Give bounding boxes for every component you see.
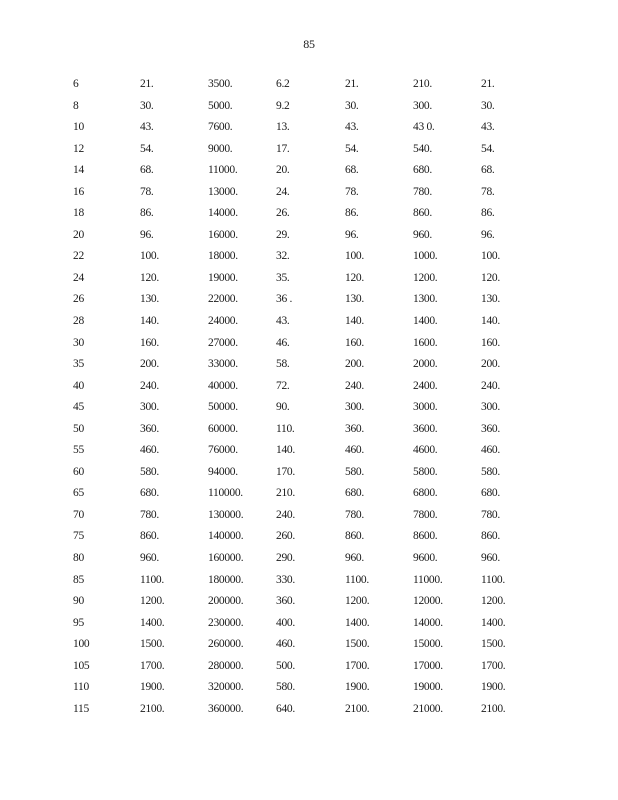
table-row — [0, 227, 618, 249]
table-cell: 140. — [481, 315, 500, 328]
table-cell: 100. — [481, 250, 500, 263]
table-cell: 85 — [73, 573, 84, 586]
table-cell: 680. — [140, 487, 159, 500]
table-cell: 680. — [413, 164, 432, 177]
table-cell: 36 . — [276, 293, 293, 306]
table-cell: 14000. — [208, 207, 238, 220]
table-cell: 65 — [73, 487, 84, 500]
table-cell: 140. — [276, 444, 295, 457]
table-cell: 29. — [276, 228, 290, 241]
table-cell: 14000. — [413, 616, 443, 629]
table-cell: 43. — [345, 121, 359, 134]
table-cell: 160000. — [208, 552, 244, 565]
table-cell: 9.2 — [276, 99, 290, 112]
table-row — [0, 291, 618, 313]
table-cell: 3500. — [208, 78, 233, 90]
table-cell: 130. — [481, 293, 500, 306]
table-cell: 300. — [140, 401, 159, 414]
table-cell: 1100. — [140, 573, 164, 586]
table-cell: 7800. — [413, 508, 438, 521]
table-cell: 78. — [481, 185, 495, 198]
table-cell: 22 — [73, 250, 84, 263]
table-cell: 1400. — [140, 616, 165, 629]
table-cell: 26 — [73, 293, 84, 306]
table-cell: 24000. — [208, 315, 238, 328]
table-cell: 100. — [345, 250, 364, 263]
table-cell: 780. — [481, 508, 500, 521]
table-cell: 130. — [140, 293, 159, 306]
table-cell: 24 — [73, 271, 84, 284]
table-cell: 110. — [276, 422, 295, 435]
table-row — [0, 658, 618, 680]
table-cell: 210. — [276, 487, 295, 500]
table-cell: 360. — [345, 422, 364, 435]
table-cell: 260000. — [208, 638, 244, 651]
table-cell: 260. — [276, 530, 295, 543]
table-cell: 1900. — [345, 681, 370, 694]
table-cell: 40 — [73, 379, 84, 392]
table-cell: 50 — [73, 422, 84, 435]
table-cell: 96. — [345, 228, 359, 241]
table-cell: 110000. — [208, 487, 243, 500]
table-cell: 32. — [276, 250, 290, 263]
table-cell: 86. — [345, 207, 359, 220]
table-cell: 1500. — [140, 638, 165, 651]
table-row — [0, 442, 618, 464]
table-cell: 30. — [481, 99, 495, 112]
table-cell: 1200. — [140, 595, 165, 608]
table-cell: 130000. — [208, 508, 244, 521]
table-cell: 3000. — [413, 401, 438, 414]
table-cell: 17000. — [413, 659, 443, 672]
table-cell: 120. — [481, 271, 500, 284]
table-cell: 360. — [481, 422, 500, 435]
table-cell: 960. — [140, 552, 159, 565]
table-cell: 130. — [345, 293, 364, 306]
table-row — [0, 205, 618, 227]
table-cell: 4600. — [413, 444, 438, 457]
table-cell: 46. — [276, 336, 290, 349]
table-cell: 580. — [276, 681, 295, 694]
table-cell: 200. — [481, 358, 500, 371]
table-row — [0, 679, 618, 701]
table-cell: 140. — [140, 315, 159, 328]
table-cell: 60000. — [208, 422, 238, 435]
table-cell: 105 — [73, 659, 90, 672]
table-cell: 1300. — [413, 293, 438, 306]
table-cell: 58. — [276, 358, 290, 371]
table-cell: 160. — [345, 336, 364, 349]
table-cell: 1100. — [481, 573, 505, 586]
table-cell: 6800. — [413, 487, 438, 500]
table-cell: 28 — [73, 315, 84, 328]
table-cell: 780. — [345, 508, 364, 521]
table-cell: 460. — [140, 444, 159, 457]
table-cell: 5800. — [413, 465, 438, 478]
table-cell: 27000. — [208, 336, 238, 349]
table-cell: 26. — [276, 207, 290, 220]
table-cell: 18000. — [208, 250, 238, 263]
table-cell: 1700. — [481, 659, 506, 672]
table-cell: 860. — [140, 530, 159, 543]
table-cell: 460. — [276, 638, 295, 651]
table-cell: 2100. — [140, 702, 165, 715]
table-cell: 10 — [73, 121, 84, 134]
table-cell: 1400. — [481, 616, 506, 629]
table-cell: 460. — [481, 444, 500, 457]
table-cell: 100 — [73, 638, 90, 651]
table-cell: 160. — [481, 336, 500, 349]
table-cell: 5000. — [208, 99, 233, 112]
table-cell: 960. — [413, 228, 432, 241]
table-cell: 13. — [276, 121, 290, 134]
table-cell: 30 — [73, 336, 84, 349]
table-row — [0, 119, 618, 141]
table-cell: 860. — [481, 530, 500, 543]
table-cell: 86. — [481, 207, 495, 220]
table-cell: 8 — [73, 99, 79, 112]
table-cell: 90. — [276, 401, 290, 414]
table-cell: 17. — [276, 142, 290, 155]
table-cell: 96. — [140, 228, 154, 241]
table-cell: 1900. — [481, 681, 506, 694]
table-cell: 240. — [481, 379, 500, 392]
table-cell: 160. — [140, 336, 159, 349]
table-cell: 400. — [276, 616, 295, 629]
table-cell: 86. — [140, 207, 154, 220]
table-cell: 21000. — [413, 702, 443, 715]
table-cell: 95 — [73, 616, 84, 629]
table-cell: 21. — [345, 78, 359, 90]
table-cell: 11000. — [208, 164, 238, 177]
table-cell: 680. — [345, 487, 364, 500]
table-cell: 16 — [73, 185, 84, 198]
table-cell: 43. — [481, 121, 495, 134]
table-row — [0, 141, 618, 163]
table-cell: 120. — [345, 271, 364, 284]
table-cell: 22000. — [208, 293, 238, 306]
table-cell: 1000. — [413, 250, 438, 263]
table-cell: 78. — [140, 185, 154, 198]
table-row — [0, 399, 618, 421]
data-table — [0, 76, 618, 722]
table-cell: 1200. — [481, 595, 506, 608]
table-cell: 8600. — [413, 530, 438, 543]
table-cell: 1700. — [140, 659, 165, 672]
table-cell: 1500. — [345, 638, 370, 651]
table-cell: 1500. — [481, 638, 506, 651]
table-row — [0, 162, 618, 184]
table-cell: 96. — [481, 228, 495, 241]
table-cell: 780. — [413, 185, 432, 198]
table-cell: 68. — [140, 164, 154, 177]
table-cell: 68. — [481, 164, 495, 177]
table-cell: 33000. — [208, 358, 238, 371]
table-cell: 300. — [413, 99, 432, 112]
table-cell: 68. — [345, 164, 359, 177]
table-cell: 2100. — [481, 702, 506, 715]
table-cell: 43 0. — [413, 121, 435, 134]
table-cell: 78. — [345, 185, 359, 198]
table-cell: 1400. — [413, 315, 438, 328]
table-cell: 960. — [345, 552, 364, 565]
table-cell: 94000. — [208, 465, 238, 478]
table-row — [0, 572, 618, 594]
table-cell: 13000. — [208, 185, 238, 198]
table-cell: 60 — [73, 465, 84, 478]
table-cell: 140000. — [208, 530, 244, 543]
table-cell: 120. — [140, 271, 159, 284]
table-cell: 54. — [345, 142, 359, 155]
table-row — [0, 335, 618, 357]
table-row — [0, 528, 618, 550]
table-row — [0, 248, 618, 270]
table-cell: 230000. — [208, 616, 244, 629]
table-row — [0, 313, 618, 335]
table-row — [0, 356, 618, 378]
table-row — [0, 507, 618, 529]
table-cell: 1600. — [413, 336, 438, 349]
table-cell: 43. — [140, 121, 154, 134]
table-cell: 200. — [140, 358, 159, 371]
table-cell: 1100. — [345, 573, 369, 586]
table-cell: 15000. — [413, 638, 443, 651]
table-cell: 43. — [276, 315, 290, 328]
table-cell: 2400. — [413, 379, 438, 392]
table-cell: 45 — [73, 401, 84, 414]
page-number: 85 — [303, 37, 315, 51]
table-cell: 540. — [413, 142, 432, 155]
table-row — [0, 98, 618, 120]
table-cell: 35. — [276, 271, 290, 284]
table-cell: 50000. — [208, 401, 238, 414]
table-cell: 780. — [140, 508, 159, 521]
table-cell: 280000. — [208, 659, 244, 672]
table-cell: 30. — [345, 99, 359, 112]
table-cell: 11000. — [413, 573, 443, 586]
table-row — [0, 550, 618, 572]
table-cell: 16000. — [208, 228, 238, 241]
table-cell: 21. — [140, 78, 154, 90]
table-cell: 140. — [345, 315, 364, 328]
table-cell: 360. — [276, 595, 295, 608]
table-cell: 360000. — [208, 702, 244, 715]
table-cell: 21. — [481, 78, 495, 90]
table-cell: 9000. — [208, 142, 233, 155]
table-row — [0, 464, 618, 486]
table-cell: 360. — [140, 422, 159, 435]
table-cell: 115 — [73, 702, 89, 715]
table-cell: 180000. — [208, 573, 244, 586]
table-cell: 55 — [73, 444, 84, 457]
table-cell: 90 — [73, 595, 84, 608]
table-row — [0, 636, 618, 658]
table-cell: 320000. — [208, 681, 244, 694]
table-cell: 210. — [413, 78, 432, 90]
table-cell: 20. — [276, 164, 290, 177]
table-cell: 7600. — [208, 121, 233, 134]
table-cell: 12 — [73, 142, 84, 155]
table-cell: 75 — [73, 530, 84, 543]
table-cell: 580. — [345, 465, 364, 478]
table-cell: 70 — [73, 508, 84, 521]
table-cell: 2100. — [345, 702, 370, 715]
table-cell: 300. — [345, 401, 364, 414]
table-cell: 170. — [276, 465, 295, 478]
table-cell: 300. — [481, 401, 500, 414]
table-row — [0, 701, 618, 723]
table-cell: 9600. — [413, 552, 438, 565]
table-cell: 1400. — [345, 616, 370, 629]
table-cell: 640. — [276, 702, 295, 715]
table-cell: 80 — [73, 552, 84, 565]
table-row — [0, 421, 618, 443]
table-cell: 1900. — [140, 681, 165, 694]
table-cell: 18 — [73, 207, 84, 220]
table-cell: 290. — [276, 552, 295, 565]
table-cell: 240. — [345, 379, 364, 392]
table-cell: 54. — [481, 142, 495, 155]
table-cell: 72. — [276, 379, 290, 392]
table-cell: 3600. — [413, 422, 438, 435]
table-cell: 6.2 — [276, 78, 290, 90]
table-cell: 1700. — [345, 659, 370, 672]
table-cell: 12000. — [413, 595, 443, 608]
table-cell: 30. — [140, 99, 154, 112]
table-cell: 6 — [73, 78, 79, 90]
table-row — [0, 378, 618, 400]
table-cell: 860. — [413, 207, 432, 220]
table-cell: 110 — [73, 681, 89, 694]
table-cell: 54. — [140, 142, 154, 155]
table-row — [0, 615, 618, 637]
table-cell: 860. — [345, 530, 364, 543]
table-cell: 240. — [140, 379, 159, 392]
table-cell: 240. — [276, 508, 295, 521]
table-cell: 960. — [481, 552, 500, 565]
table-cell: 40000. — [208, 379, 238, 392]
table-cell: 680. — [481, 487, 500, 500]
table-cell: 200. — [345, 358, 364, 371]
table-row — [0, 485, 618, 507]
table-cell: 20 — [73, 228, 84, 241]
table-row — [0, 593, 618, 615]
table-cell: 500. — [276, 659, 295, 672]
table-row — [0, 184, 618, 206]
table-cell: 35 — [73, 358, 84, 371]
table-cell: 580. — [140, 465, 159, 478]
table-cell: 19000. — [208, 271, 238, 284]
table-cell: 200000. — [208, 595, 244, 608]
table-cell: 24. — [276, 185, 290, 198]
table-row — [0, 76, 618, 98]
table-cell: 100. — [140, 250, 159, 263]
table-cell: 330. — [276, 573, 295, 586]
table-cell: 2000. — [413, 358, 438, 371]
table-cell: 580. — [481, 465, 500, 478]
table-cell: 14 — [73, 164, 84, 177]
table-cell: 1200. — [413, 271, 438, 284]
table-row — [0, 270, 618, 292]
table-cell: 19000. — [413, 681, 443, 694]
table-cell: 460. — [345, 444, 364, 457]
table-cell: 76000. — [208, 444, 238, 457]
table-cell: 1200. — [345, 595, 370, 608]
